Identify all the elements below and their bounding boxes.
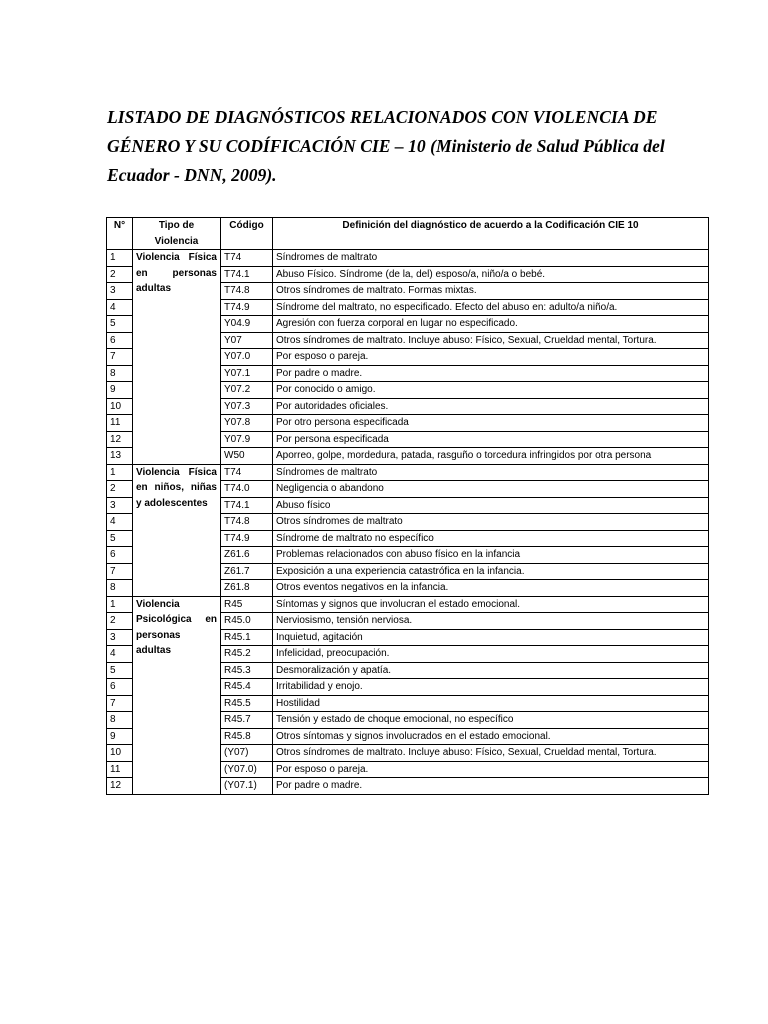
cie-code: T74.8: [221, 283, 273, 300]
row-number: 2: [107, 481, 133, 498]
row-number: 2: [107, 266, 133, 283]
cie-code: Y07.1: [221, 365, 273, 382]
row-number: 3: [107, 497, 133, 514]
diagnosis-definition: Abuso Físico. Síndrome (de la, del) esposo/a, niño/a o bebé.: [273, 266, 709, 283]
cie-code: T74.1: [221, 497, 273, 514]
cie-code: T74.8: [221, 514, 273, 531]
header-definicion: Definición del diagnóstico de acuerdo a la Codificación CIE 10: [273, 218, 709, 250]
row-number: 6: [107, 679, 133, 696]
cie-code: T74: [221, 250, 273, 267]
violence-type: Violencia Física en personas adultas: [133, 250, 221, 465]
diagnosis-definition: Por esposo o pareja.: [273, 349, 709, 366]
cie-code: T74: [221, 464, 273, 481]
row-number: 4: [107, 514, 133, 531]
cie-code: T74.1: [221, 266, 273, 283]
cie-code: Z61.6: [221, 547, 273, 564]
diagnosis-definition: Otros síndromes de maltrato. Incluye abuso: Físico, Sexual, Crueldad mental, Tortura.: [273, 745, 709, 762]
cie-code: R45.2: [221, 646, 273, 663]
diagnosis-definition: Síndrome de maltrato no específico: [273, 530, 709, 547]
row-number: 1: [107, 596, 133, 613]
cie-code: Y07.8: [221, 415, 273, 432]
diagnosis-definition: Otros eventos negativos en la infancia.: [273, 580, 709, 597]
diagnosis-definition: Hostilidad: [273, 695, 709, 712]
diagnosis-table: [106, 217, 709, 795]
row-number: 8: [107, 365, 133, 382]
cie-code: R45.4: [221, 679, 273, 696]
row-number: 1: [107, 250, 133, 267]
diagnosis-definition: Por esposo o pareja.: [273, 761, 709, 778]
diagnosis-definition: Otros síndromes de maltrato. Formas mixtas.: [273, 283, 709, 300]
diagnosis-definition: Exposición a una experiencia catastrófica en la infancia.: [273, 563, 709, 580]
row-number: 4: [107, 299, 133, 316]
row-number: 12: [107, 431, 133, 448]
violence-type: Violencia Psicológica en personas adultas: [133, 596, 221, 794]
row-number: 13: [107, 448, 133, 465]
row-number: 6: [107, 547, 133, 564]
diagnosis-definition: Por padre o madre.: [273, 365, 709, 382]
diagnosis-definition: Síntomas y signos que involucran el estado emocional.: [273, 596, 709, 613]
row-number: 12: [107, 778, 133, 795]
diagnosis-definition: Por otro persona especificada: [273, 415, 709, 432]
row-number: 2: [107, 613, 133, 630]
row-number: 5: [107, 662, 133, 679]
table-row: [107, 464, 709, 481]
row-number: 9: [107, 382, 133, 399]
diagnosis-definition: Abuso físico: [273, 497, 709, 514]
diagnosis-definition: Por persona especificada: [273, 431, 709, 448]
row-number: 7: [107, 695, 133, 712]
cie-code: R45.5: [221, 695, 273, 712]
cie-code: W50: [221, 448, 273, 465]
violence-type: Violencia Física en niños, niñas y adolescentes: [133, 464, 221, 596]
cie-code: R45.7: [221, 712, 273, 729]
diagnosis-definition: Infelicidad, preocupación.: [273, 646, 709, 663]
row-number: 8: [107, 712, 133, 729]
cie-code: Y07.0: [221, 349, 273, 366]
cie-code: (Y07): [221, 745, 273, 762]
diagnosis-definition: Síndromes de maltrato: [273, 250, 709, 267]
row-number: 3: [107, 629, 133, 646]
row-number: 7: [107, 349, 133, 366]
diagnosis-definition: Síndrome del maltrato, no especificado. Efecto del abuso en: adulto/a niño/a.: [273, 299, 709, 316]
cie-code: T74.9: [221, 299, 273, 316]
cie-code: R45.1: [221, 629, 273, 646]
table-row: [107, 250, 709, 267]
cie-code: R45.3: [221, 662, 273, 679]
cie-code: Y07.9: [221, 431, 273, 448]
diagnosis-definition: Otros síndromes de maltrato: [273, 514, 709, 531]
cie-code: (Y07.0): [221, 761, 273, 778]
header-tipo: Tipo de Violencia: [133, 218, 221, 250]
cie-code: Z61.8: [221, 580, 273, 597]
diagnosis-definition: Aporreo, golpe, mordedura, patada, rasguño o torcedura infringidos por otra persona: [273, 448, 709, 465]
cie-code: Z61.7: [221, 563, 273, 580]
row-number: 3: [107, 283, 133, 300]
row-number: 7: [107, 563, 133, 580]
cie-code: (Y07.1): [221, 778, 273, 795]
diagnosis-definition: Irritabilidad y enojo.: [273, 679, 709, 696]
diagnosis-definition: Nerviosismo, tensión nerviosa.: [273, 613, 709, 630]
diagnosis-definition: Negligencia o abandono: [273, 481, 709, 498]
diagnosis-definition: Síndromes de maltrato: [273, 464, 709, 481]
diagnosis-definition: Por conocido o amigo.: [273, 382, 709, 399]
row-number: 1: [107, 464, 133, 481]
diagnosis-definition: Por padre o madre.: [273, 778, 709, 795]
row-number: 11: [107, 761, 133, 778]
table-body: [107, 250, 709, 795]
diagnosis-definition: Problemas relacionados con abuso físico en la infancia: [273, 547, 709, 564]
diagnosis-definition: Agresión con fuerza corporal en lugar no especificado.: [273, 316, 709, 333]
diagnosis-definition: Otros síntomas y signos involucrados en el estado emocional.: [273, 728, 709, 745]
row-number: 5: [107, 316, 133, 333]
table-row: [107, 596, 709, 613]
cie-code: Y04.9: [221, 316, 273, 333]
row-number: 6: [107, 332, 133, 349]
row-number: 9: [107, 728, 133, 745]
diagnosis-definition: Tensión y estado de choque emocional, no específico: [273, 712, 709, 729]
diagnosis-definition: Desmoralización y apatía.: [273, 662, 709, 679]
diagnosis-definition: Por autoridades oficiales.: [273, 398, 709, 415]
cie-code: T74.9: [221, 530, 273, 547]
diagnosis-definition: Otros síndromes de maltrato. Incluye abuso: Físico, Sexual, Crueldad mental, Tortura.: [273, 332, 709, 349]
table-header-row: [107, 218, 709, 250]
cie-code: Y07.3: [221, 398, 273, 415]
document-title: LISTADO DE DIAGNÓSTICOS RELACIONADOS CON VIOLENCIA DE GÉNERO Y SU CODÍFICACIÓN CIE – 10 (Ministerio de Salud Pública del Ecuador - DNN, 2009).: [107, 107, 665, 185]
cie-code: Y07.2: [221, 382, 273, 399]
row-number: 10: [107, 398, 133, 415]
cie-code: R45.0: [221, 613, 273, 630]
header-num: N°: [107, 218, 133, 250]
cie-code: Y07: [221, 332, 273, 349]
row-number: 10: [107, 745, 133, 762]
diagnosis-definition: Inquietud, agitación: [273, 629, 709, 646]
row-number: 8: [107, 580, 133, 597]
header-codigo: Código: [221, 218, 273, 250]
row-number: 5: [107, 530, 133, 547]
row-number: 11: [107, 415, 133, 432]
cie-code: R45.8: [221, 728, 273, 745]
cie-code: T74.0: [221, 481, 273, 498]
cie-code: R45: [221, 596, 273, 613]
row-number: 4: [107, 646, 133, 663]
